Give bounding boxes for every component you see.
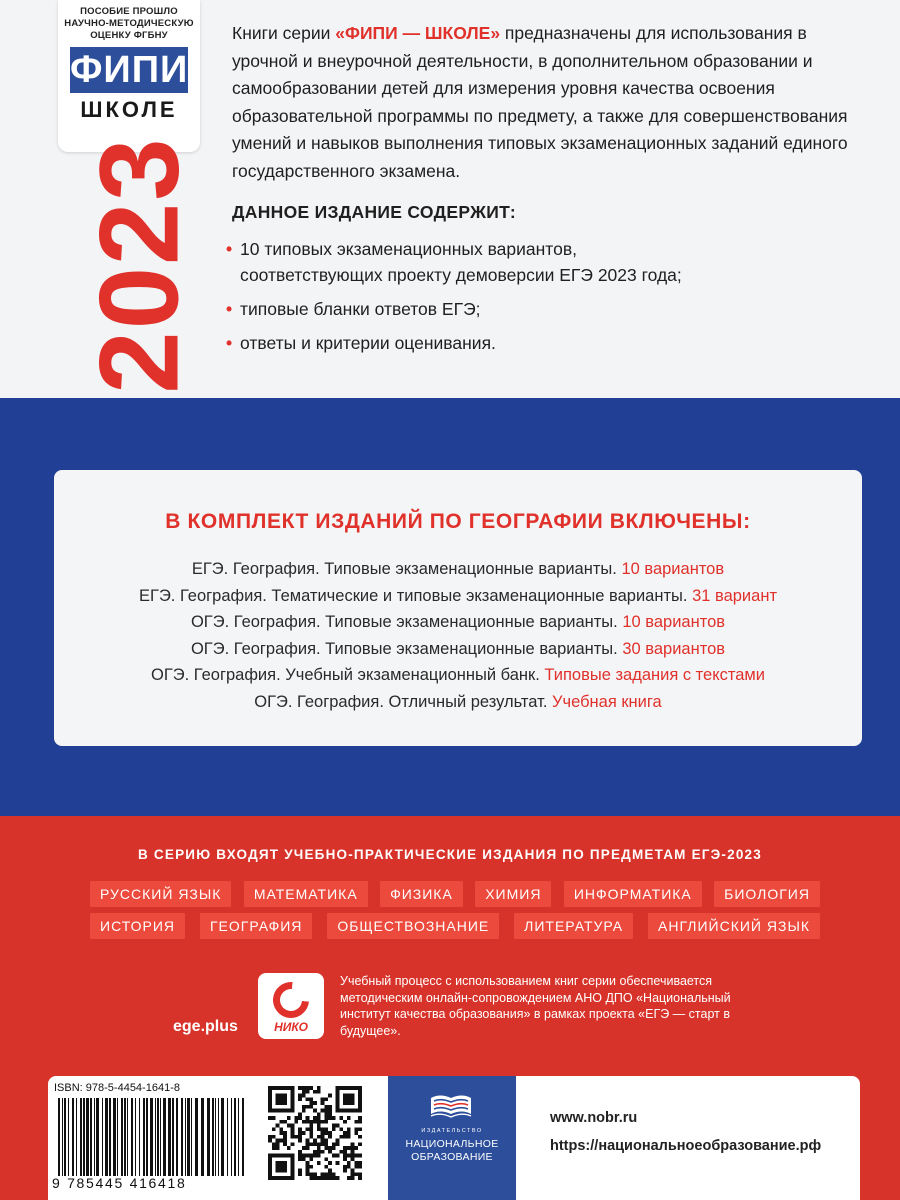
year-text: 2023 (76, 136, 202, 394)
publisher-block (388, 1076, 516, 1200)
kit-item-accent: Типовые задания с текстами (544, 666, 765, 684)
subject-chip: ХИМИЯ (475, 881, 551, 907)
subjects-row-2 (90, 913, 820, 939)
kit-item-text: ОГЭ. География. Учебный экзаменационный банк. (151, 666, 545, 684)
kit-item-text: ОГЭ. География. Типовые экзаменационные варианты. (190, 613, 623, 631)
kit-item (54, 583, 862, 610)
fipi-logo: ФИПИ (70, 49, 189, 91)
book-emblem-icon (428, 1092, 474, 1124)
kit-item-text: ЕГЭ. География. Тематические и типовые экзаменационные варианты. (139, 586, 693, 605)
niko-logo (258, 973, 324, 1039)
bottom-strip (48, 1076, 860, 1200)
barcode-digits: 9 785445 416418 (52, 1175, 187, 1191)
badge-note-line: НАУЧНО-МЕТОДИЧЕСКУЮ (64, 18, 194, 29)
subject-chip: МАТЕМАТИКА (244, 881, 368, 907)
subject-chip: ГЕОГРАФИЯ (200, 913, 312, 939)
kit-item (54, 609, 862, 636)
kit-item (54, 556, 862, 583)
kit-item-text: ОГЭ. География. Отличный результат. (254, 692, 553, 711)
subject-chip: ЛИТЕРАТУРА (514, 913, 633, 939)
kit-item (54, 636, 862, 663)
subject-chip: АНГЛИЙСКИЙ ЯЗЫК (648, 913, 820, 939)
kit-item-text: ОГЭ. География. Типовые экзаменационные варианты. (190, 639, 623, 658)
kit-item-accent: Учебная книга (552, 692, 662, 711)
ege-plus-link: ege.plus (173, 1018, 238, 1035)
badge-note-line: ОЦЕНКУ ФГБНУ (90, 30, 168, 41)
year-vertical (44, 136, 234, 394)
kit-item (54, 689, 862, 716)
kit-list (54, 556, 862, 715)
subject-chip: ИСТОРИЯ (90, 913, 185, 939)
kit-item (54, 662, 862, 689)
subject-chip: РУССКИЙ ЯЗЫК (90, 881, 231, 907)
fipi-shkole-badge (58, 0, 200, 152)
intro-lead: Книги серии (232, 23, 336, 43)
publisher-name (388, 1138, 516, 1164)
badge-note-line: ПОСОБИЕ ПРОШЛО (80, 6, 178, 17)
barcode-icon (52, 1098, 252, 1176)
kit-item-accent: 31 вариант (692, 586, 777, 605)
contains-list (222, 236, 872, 364)
shkole-logo-text: ШКОЛЕ (80, 97, 178, 122)
series-name: «ФИПИ — ШКОЛЕ» (335, 23, 501, 43)
contains-item-line: соответствующих проекту демоверсии ЕГЭ 2023 года; (240, 265, 682, 285)
isbn-text: ISBN: 978-5-4454-1641-8 (54, 1082, 180, 1094)
kit-card (54, 470, 862, 746)
contains-item: • типовые бланки ответов ЕГЭ; (222, 296, 872, 322)
publisher-small-label: ИЗДАТЕЛЬСТВО (421, 1128, 483, 1134)
contains-title: ДАННОЕ ИЗДАНИЕ СОДЕРЖИТ: (232, 202, 516, 222)
contains-item: • ответы и критерии оценивания. (222, 330, 872, 356)
subject-chip: БИОЛОГИЯ (714, 881, 820, 907)
niko-logo-text: НИКО (274, 1020, 308, 1034)
publisher-name-line: НАЦИОНАЛЬНОЕ (405, 1138, 499, 1150)
publisher-urls (550, 1104, 821, 1160)
kit-item-text: ЕГЭ. География. Типовые экзаменационные варианты. (191, 560, 622, 578)
subject-chip: ОБЩЕСТВОЗНАНИЕ (327, 913, 499, 939)
contains-item (222, 236, 872, 288)
series-title: В СЕРИЮ ВХОДЯТ УЧЕБНО-ПРАКТИЧЕСКИЕ ИЗДАНИЯ ПО ПРЕДМЕТАМ ЕГЭ-2023 (138, 847, 762, 862)
contains-item-line: 10 типовых экзаменационных вариантов, (240, 239, 578, 259)
kit-item-accent: 10 вариантов (621, 560, 725, 578)
kit-item-accent: 10 вариантов (622, 613, 726, 631)
intro-paragraph (232, 20, 872, 185)
badge-note (58, 6, 200, 42)
subject-chip: ФИЗИКА (380, 881, 463, 907)
subjects-row-1 (90, 881, 820, 907)
niko-ring-icon (266, 975, 317, 1026)
support-text: Учебный процесс с использованием книг серии обеспечивается методическим онлайн-сопровождением АНО ДПО «Национальный институт качества образования» в рамках проекта «ЕГЭ — старт в будущее». (340, 974, 731, 1038)
qr-code-icon (268, 1086, 362, 1180)
publisher-name-line: ОБРАЗОВАНИЕ (411, 1151, 493, 1163)
url-natsobr[interactable]: https://национальноеобразование.рф (550, 1138, 822, 1154)
intro-rest: предназначены для использования в урочной и внеурочной деятельности, в дополнительном образовании и самообразовании детей для измерения уровня качества освоения образовательной программы по предмету, а также для совершенствования умений и навыков выполнения типовых экзаменационных заданий единого государственного экзамена. (232, 23, 848, 181)
kit-item-accent: 30 вариантов (622, 639, 726, 658)
subject-chip: ИНФОРМАТИКА (564, 881, 702, 907)
kit-title: В КОМПЛЕКТ ИЗДАНИЙ ПО ГЕОГРАФИИ ВКЛЮЧЕНЫ: (165, 510, 751, 533)
url-nobr[interactable]: www.nobr.ru (550, 1110, 638, 1126)
